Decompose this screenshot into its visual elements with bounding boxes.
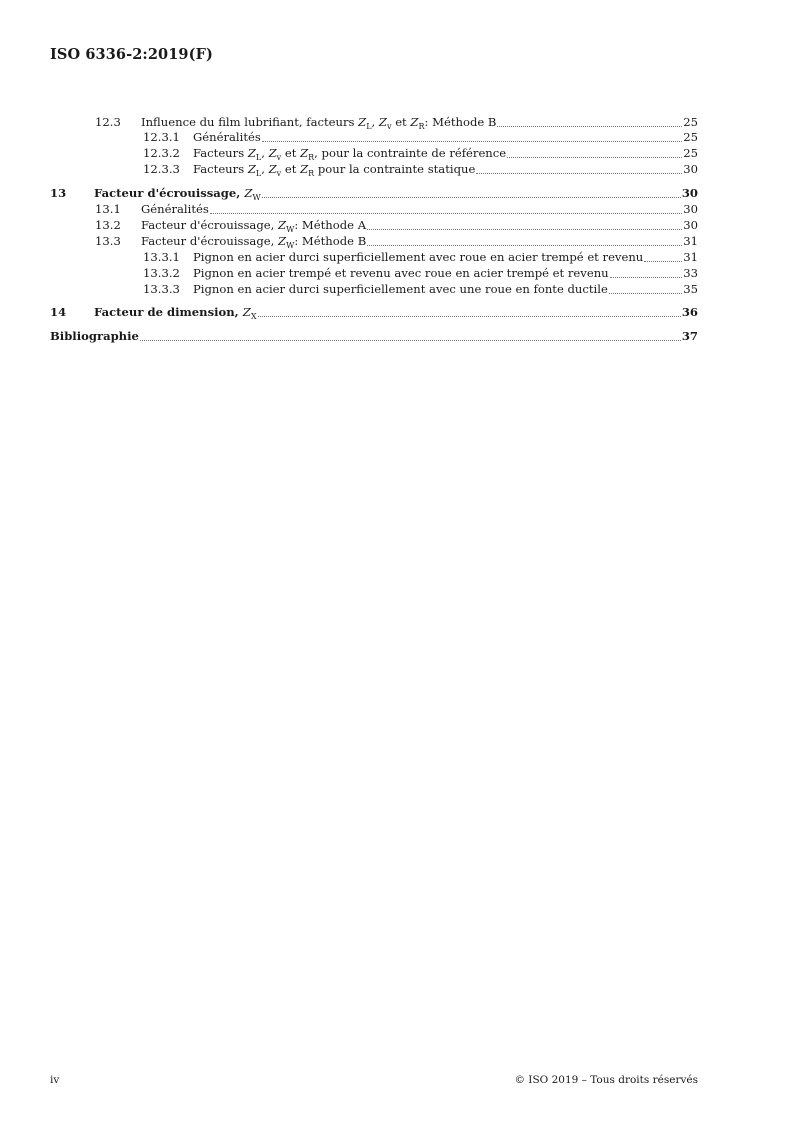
toc-page-number: 25 [683, 146, 698, 160]
dot-leader [609, 292, 682, 294]
toc-number: 12.3.2 [143, 146, 180, 160]
toc-entry-13-1[interactable] [95, 201, 698, 217]
toc-entry-13-3-3[interactable] [143, 281, 698, 297]
toc-entry-13-3[interactable] [95, 233, 698, 249]
document-header: ISO 6336-2:2019(F) [50, 46, 213, 63]
footer-page-number: iv [50, 1074, 60, 1086]
toc-entry-12-3-2[interactable] [143, 145, 698, 161]
dot-leader [258, 315, 681, 317]
toc-title: Facteurs $Z_L$, $Z_v$ et $Z_R$ pour la contrainte statique [193, 162, 476, 178]
toc-title: Pignon en acier trempé et revenu avec roue en acier trempé et revenu [193, 266, 609, 280]
toc-title: Facteur de dimension, $Z_X$ [94, 305, 257, 321]
toc-entry-12-3-1[interactable] [143, 129, 698, 145]
toc-number: 13.3.2 [143, 266, 180, 280]
toc-number: 13.1 [95, 202, 121, 216]
dot-leader [507, 156, 682, 158]
toc-page-number: 25 [683, 115, 698, 129]
toc-number: 13.3.1 [143, 250, 180, 264]
toc-number: 12.3 [95, 115, 121, 129]
toc-page-number: 31 [683, 250, 698, 264]
dot-leader [140, 339, 681, 341]
dot-leader [497, 125, 682, 127]
dot-leader [367, 228, 682, 230]
toc-number: 13.2 [95, 218, 121, 232]
toc-title: Facteurs $Z_L$, $Z_v$ et $Z_R$, pour la contrainte de référence [193, 146, 507, 162]
toc-entry-bibliography[interactable] [50, 328, 698, 344]
dot-leader [367, 244, 682, 246]
toc-page-number: 35 [683, 282, 698, 296]
toc-page-number: 33 [683, 266, 698, 280]
toc-page-number: 30 [681, 186, 698, 200]
toc-page-number: 36 [681, 305, 698, 319]
toc-page-number: 37 [681, 329, 698, 343]
toc-title: Facteur d'écrouissage, $Z_W$: Méthode A [141, 218, 367, 234]
toc-entry-13-2[interactable] [95, 217, 698, 233]
toc-number: 13 [50, 186, 67, 200]
dot-leader [262, 140, 682, 142]
toc-title: Influence du film lubrifiant, facteurs $Z_L$, $Z_v$ et $Z_R$: Méthode B [141, 115, 497, 131]
dot-leader [210, 212, 682, 214]
toc-title: Bibliographie [50, 329, 139, 343]
toc-title: Pignon en acier durci superficiellement avec une roue en fonte ductile [193, 282, 608, 296]
toc-number: 12.3.3 [143, 162, 180, 176]
toc-entry-13[interactable] [50, 185, 698, 201]
toc-number: 12.3.1 [143, 130, 180, 144]
dot-leader [610, 276, 683, 278]
toc-entry-14[interactable] [50, 304, 698, 320]
toc-page-number: 30 [683, 202, 698, 216]
toc-title: Facteur d'écrouissage, $Z_W$ [94, 186, 261, 202]
toc-page-number: 31 [683, 234, 698, 248]
dot-leader [644, 260, 682, 262]
page-footer [50, 1074, 698, 1086]
toc-page-number: 30 [683, 218, 698, 232]
toc-title: Facteur d'écrouissage, $Z_W$: Méthode B [141, 234, 367, 250]
toc-entry-13-3-2[interactable] [143, 265, 698, 281]
toc-title: Généralités [141, 202, 209, 216]
dot-leader [476, 172, 682, 174]
toc-number: 13.3 [95, 234, 121, 248]
toc-page-number: 30 [683, 162, 698, 176]
toc-entry-12-3[interactable] [95, 114, 698, 130]
toc-number: 14 [50, 305, 67, 319]
footer-copyright: © ISO 2019 – Tous droits réservés [514, 1074, 698, 1086]
toc-title: Généralités [193, 130, 261, 144]
toc-entry-13-3-1[interactable] [143, 249, 698, 265]
toc-title: Pignon en acier durci superficiellement avec roue en acier trempé et revenu [193, 250, 644, 264]
toc-page-number: 25 [683, 130, 698, 144]
toc-entry-12-3-3[interactable] [143, 161, 698, 177]
dot-leader [262, 196, 681, 198]
toc-number: 13.3.3 [143, 282, 180, 296]
